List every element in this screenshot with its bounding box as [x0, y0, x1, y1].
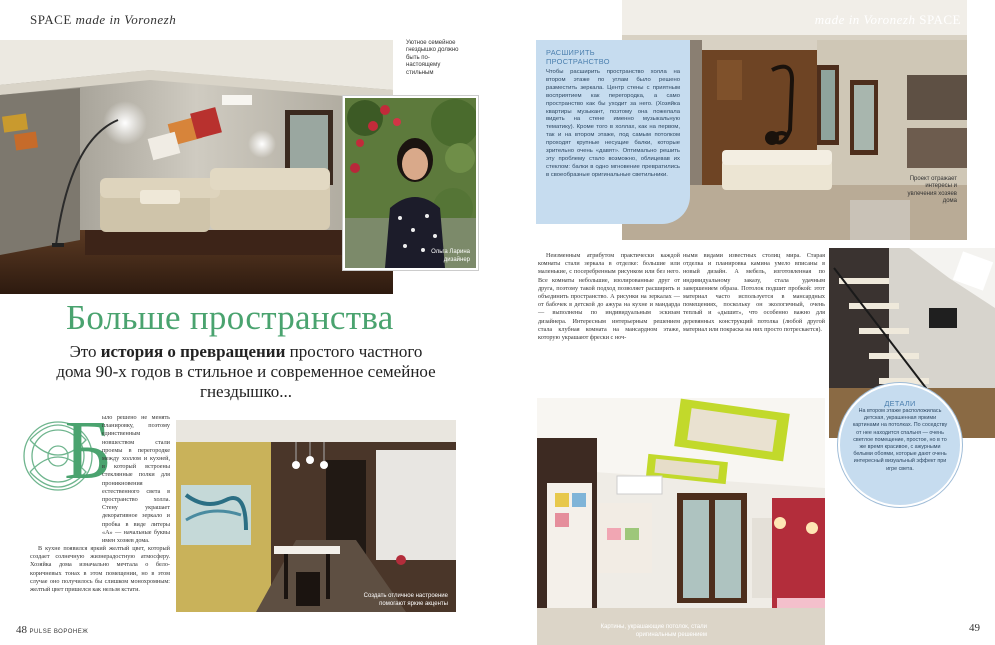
- right-running-header: [815, 12, 961, 28]
- box-details: [838, 383, 962, 507]
- article-subtitle: [56, 342, 436, 402]
- box-expand-space: [536, 40, 690, 224]
- dropcap-letter: Б: [64, 404, 113, 497]
- left-body-bottom: В кухне появился яркий желтый цвет, который создает солнечную жизнерадостную атмосферу. Хозяйка дома изначально мечтала о бело-коричневых тонах в этом помещении, но в этом случае оно получилось бы слишком монохромным: желтый цвет пришелся как нельзя кстати.: [30, 545, 170, 594]
- article-title: Больше пространства: [66, 298, 394, 337]
- living-room-illustration: [0, 40, 393, 294]
- right-column-a: Неизменным атрибутом практически каждой комнаты стали зеркала в отделке: большие или маленькие, с посеребренным рисунком или без него. Все комнаты небольшие, изолированные друг от друга, поэтому такой подход позволяет расширить и объединить пространство. А рисунки на зеркалах — от бабочек в детской до ажура на кухне и мандарда — выполнены по индивидуальным эскизам дизайнера. Интересным интерьерным решением стала клубная комната на мансардном этаже, которую украшают фрески с ноч-: [538, 252, 680, 342]
- box2-title: ДЕТАЛИ: [884, 399, 916, 408]
- right-column-b: ными видами известных столиц мира. Старая отделка и планировка камина умело вписаны в новый дизайн. А мебель, изготовленная по индивидуальному заказу, стала удачным завершением образа. Потолок подшит пробкой: этот материал часто используется в мансардных помещениях, поскольку он экологичный, очень теплый и «дышит», что особенно важно для деревянных конструкций потолка (любой другой материал или покраска на них просто потрескается).: [683, 252, 825, 333]
- hall-caption: Проект отражает интересы и увлечения хозяев дома: [907, 176, 957, 205]
- portrait-caption: [431, 249, 470, 264]
- footer-brand: PULSE ВОРОНЕЖ: [29, 629, 89, 635]
- subtitle-bold: история о превращении: [100, 342, 286, 361]
- left-body-paragraph-1: ыло решено не менять планировку, поэтому единственным новшеством стали проемы в перегородке между холлом и кухней, в который встроены стеклянные полки для проникновения естественного света в пространство холла. Стену украшает декоративное зеркало и пробка в виде литеры «А» — начальные буквы имен хозяев дома.: [102, 414, 170, 545]
- portrait-illustration: [345, 98, 476, 268]
- header-made-in-right: made in Voronezh: [814, 12, 916, 27]
- kitchen-illustration: [176, 420, 456, 612]
- kids-room-illustration: [537, 398, 825, 645]
- living-room-photo: [0, 40, 393, 294]
- box1-text: Чтобы расширить пространство холла на втором этаже по углам было решено разместить зеркала. Центр стены с приятным восприятием как перегородка, а само пространство как бы уходит за него. (Хозяйка квартиры музыкант, поэтому она пожелала видеть на стене именно музыкальную тематику). Кроме того в холлах, как на первом, так и на втором этаже, под самым потолком проходят крупные несущие балки, которые зрительно очень «давят». Оптимально решить эту проблему стало возможно, облицевав их стеклом: балки в одно мгновение превратились в своеобразные оригинальные светильники.: [546, 69, 680, 178]
- header-made-in: made in Voronezh: [75, 12, 177, 27]
- kids-room-photo: [537, 398, 825, 645]
- left-body-top: [30, 414, 170, 545]
- side-caption: Уютное семейное гнездышко должно быть по-настоящему стильным: [406, 40, 459, 76]
- designer-role: дизайнер: [443, 256, 470, 263]
- left-running-header: [30, 12, 176, 28]
- left-page-number: 48: [16, 624, 27, 636]
- designer-portrait: [343, 96, 478, 270]
- designer-name: Ольга Ларина: [431, 249, 470, 256]
- kitchen-photo: [176, 420, 456, 612]
- box2-text: На втором этаже расположилась детская, украшенная яркими картинами на потолках. По соседству от нее находится спальня — очень светлое помещение, простое, но в то же время красивое, с ажурными белыми обоями, которые дают очень интересный визуальный эффект при игре света.: [852, 408, 948, 472]
- left-footer: [16, 624, 88, 636]
- header-space-word-right: SPACE: [919, 12, 961, 27]
- kids-caption: Картины, украшающие потолок, стали оригинальным решением: [600, 624, 707, 638]
- subtitle-part2: простого частного дома 90-х годов в стильное и современное семейное гнездышко...: [56, 342, 436, 401]
- kitchen-caption: Создать отличное настроение помогают яркие акценты: [363, 593, 448, 607]
- header-space-word: SPACE: [30, 12, 72, 27]
- box1-title: РАСШИРИТЬ ПРОСТРАНСТВО: [546, 48, 610, 66]
- right-page-number: 49: [969, 622, 980, 634]
- subtitle-part1: Это: [69, 342, 101, 361]
